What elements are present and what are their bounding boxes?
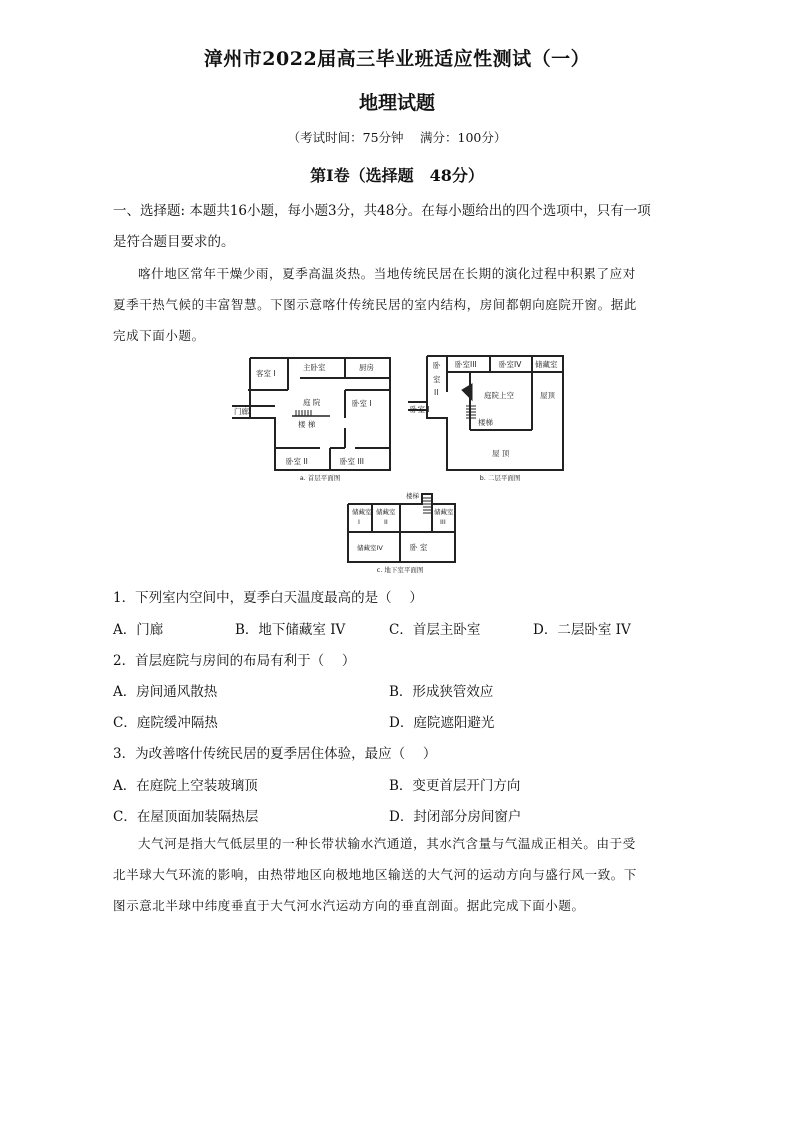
stairs-icon bbox=[423, 498, 431, 513]
room-label: I bbox=[358, 518, 360, 526]
question-1-option-d: D．二层卧室 IV bbox=[533, 622, 631, 638]
room-label: 主卧室 bbox=[303, 363, 326, 372]
material-1 bbox=[113, 258, 683, 351]
room-label: 庭院上空 bbox=[484, 391, 514, 400]
question-2-option-d: D．庭院遮阳避光 bbox=[389, 715, 495, 731]
question-3-option-a: A．在庭院上空装玻璃顶 bbox=[113, 778, 258, 794]
figure-caption: a. 首层平面图 bbox=[299, 474, 341, 482]
room-label: II bbox=[384, 518, 388, 526]
material-line: 喀什地区常年干燥少雨，夏季高温炎热。当地传统民居在长期的演化过程中积累了应对 bbox=[138, 266, 636, 281]
room-label: 卧室III bbox=[455, 360, 477, 369]
room-label: 储藏室 bbox=[434, 508, 454, 516]
room-label: 卧 bbox=[433, 361, 441, 370]
room-label: 门廊 bbox=[234, 407, 249, 416]
room-label: 卧室 I bbox=[352, 399, 372, 408]
question-3-option-b: B．变更首层开门方向 bbox=[389, 778, 521, 794]
room-label: 楼 梯 bbox=[298, 420, 316, 429]
question-3-stem: 3．为改善喀什传统民居的夏季居住体验，最应（ ） bbox=[113, 746, 437, 762]
material-line: 北半球大气环流的影响，由热带地区向极地地区输送的大气河的运动方向与盛行风一致。下 bbox=[113, 867, 638, 882]
arrow-icon bbox=[462, 384, 472, 400]
question-1-option-b: B．地下储藏室 IV bbox=[235, 622, 346, 638]
instruction-line: 是符合题目要求的。 bbox=[113, 234, 235, 250]
plan-b-second-floor bbox=[408, 356, 563, 470]
material-line: 图示意北半球中纬度垂直于大气河水汽运动方向的垂直剖面。据此完成下面小题。 bbox=[113, 898, 585, 913]
room-label: 屋顶 bbox=[540, 391, 555, 400]
room-label: 卧室 III bbox=[340, 457, 365, 466]
section-title: 第I卷（选择题 48分） bbox=[310, 166, 484, 185]
question-2-stem: 2．首层庭院与房间的布局有利于（ ） bbox=[113, 653, 356, 669]
question-2-option-b: B．形成狭管效应 bbox=[389, 684, 494, 700]
room-label: 厨房 bbox=[359, 363, 374, 372]
exam-title: 漳州市2022届高三毕业班适应性测试（一） bbox=[203, 48, 591, 70]
room-label: III bbox=[440, 518, 446, 526]
room-label: 储藏室 bbox=[352, 508, 372, 516]
floor-plan-figure bbox=[0, 350, 794, 575]
question-1-option-a: A．门廊 bbox=[113, 622, 164, 638]
room-label: 楼梯 bbox=[406, 492, 419, 500]
instruction-text bbox=[113, 196, 683, 258]
instruction-line: 一、选择题: 本题共16小题，每小题3分，共48分。在每小题给出的四个选项中，只有一项 bbox=[113, 203, 651, 219]
question-2-option-c: C．庭院缓冲隔热 bbox=[113, 715, 218, 731]
room-label: 卧 室 bbox=[410, 543, 428, 552]
room-label: 储藏室IV bbox=[357, 544, 383, 552]
room-label: 卧室 I bbox=[410, 405, 430, 414]
question-1-stem: 1．下列室内空间中，夏季白天温度最高的是（ ） bbox=[113, 590, 423, 606]
room-label: 卧室 II bbox=[286, 457, 308, 466]
material-2 bbox=[113, 828, 683, 921]
room-label: 储藏室 bbox=[535, 360, 558, 369]
room-label: II bbox=[434, 388, 439, 397]
subject-title: 地理试题 bbox=[358, 92, 435, 114]
question-3-option-d: D．封闭部分房间窗户 bbox=[389, 809, 522, 825]
figure-caption: c. 地下室平面图 bbox=[376, 566, 424, 574]
room-label: 屋 顶 bbox=[492, 449, 510, 458]
question-3-option-c: C．在屋顶面加装隔热层 bbox=[113, 809, 259, 825]
material-line: 夏季干热气候的丰富智慧。下图示意喀什传统民居的室内结构，房间都朝向庭院开窗。据此 bbox=[113, 297, 638, 312]
room-label: 储藏室 bbox=[376, 508, 396, 516]
room-label: 楼梯 bbox=[478, 418, 493, 427]
room-label: 客室 I bbox=[256, 369, 276, 378]
room-label: 卧室IV bbox=[499, 360, 522, 369]
stairs-icon bbox=[292, 410, 330, 416]
material-line: 大气河是指大气低层里的一种长带状输水汽通道，其水汽含量与气温成正相关。由于受 bbox=[138, 836, 636, 851]
material-line: 完成下面小题。 bbox=[113, 328, 205, 343]
exam-info: （考试时间：75分钟 满分：100分） bbox=[287, 130, 507, 145]
question-1-option-c: C．首层主卧室 bbox=[389, 622, 481, 638]
room-label: 庭 院 bbox=[303, 398, 321, 407]
room-label: 室 bbox=[433, 375, 441, 384]
figure-caption: b. 二层平面图 bbox=[479, 474, 521, 482]
question-2-option-a: A．房间通风散热 bbox=[113, 684, 218, 700]
